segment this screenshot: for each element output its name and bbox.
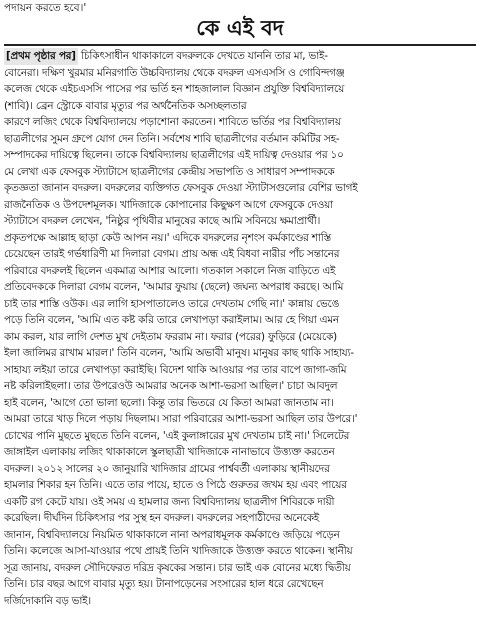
article-line-text: পরিবারে বদরুলই ছিলেন একমাত্র আশার আলো। গতকাল সকালে নিজ বাড়িতে এই [4,264,336,277]
article-line-text: বোনেরা। দক্ষিণ খুরমার মনিরগাতি উচ্চবিদ্যালয় থেকে বদরুল এসএসসি ও গোবিন্দগঞ্জ [4,66,345,79]
article-line [4,527,474,544]
article-body [4,48,474,609]
article-line [4,81,474,98]
article-line [4,246,474,263]
article-line-text: প্রকৃতপক্ষে আল্লাহ ছাড়া কেউ আপন নয়।' এদিকে বদরুলের নৃশংস কর্মকাণ্ডের শাস্তি [4,231,331,244]
article-line-text: বদরুল। ২০১২ সালের ২০ জানুয়ারি খাদিজার গ্রামের পার্শ্ববর্তী এলাকায় স্থানীয়দের [4,462,330,475]
article-line [4,147,474,164]
article-line [4,312,474,329]
article-line-text: চিকিৎসাধীন থাকাকালে বদরুলকে দেখতে যাননি তার মা, ভাই- [77,50,328,62]
article-line-text: ইলা জালিমর রাখাম মারল।' তিনি বলেন, 'আমি অভাবী মানুষ। মানুষর কাছ থাকি সাহায্য- [4,347,354,359]
continued-from-tag: [প্রথম পৃষ্ঠার পর] [4,48,78,65]
article-line [4,98,474,115]
article-line-text: একটি রগ কেটে যায়। ওই সময় এ হামলার জন্য বিশ্ববিদ্যালয় ছাত্রলীগ শিবিরকে দায়ী [4,495,335,508]
article-line [4,510,474,527]
article-line-text: প্রতিবেদককে দিলারা বেগম বলেন, 'আমার ফুয়ায় (ছেলে) জঘন্য অপরাধ করছে। আমি [4,281,344,293]
article-line [4,395,474,412]
article-line [4,131,474,148]
article-line [4,345,474,362]
article-line-text: চাই তার শাস্তি ওউক। এর লাগি হাসপাতালেও তারে দেখতাম গেছি না।' কান্নায় ভেঙে [4,297,340,310]
article-line [4,213,474,230]
article-line-text: সূত্র জানায়, বদরুল সৌদিফেরত দরিদ্র কৃষকের সন্তান। চার ভাই এক বোনের মধ্যে দ্বিতীয় [4,561,351,574]
article-line-text: হাই বলেন, 'আগে তো ভালা ছলো। কিন্তু তার ভিতরে যে কিতা আমরা জানতাম না। [4,396,334,409]
article-line [4,65,474,82]
article-line [4,378,474,395]
article-line [4,279,474,296]
article-line-text: সাহায্য লইয়া তারে লেখাপড়া করাইছি। বিদেশ থাকি আওয়ার পর তার বাপে জাগা-জমি [4,363,347,376]
article-line [4,461,474,478]
article-line [4,114,474,131]
article-line-text: পড়ে তিনি বলেন, 'আমি এত কষ্ট করি তারে লেখাপড়া করাইলাম। আর হে গিয়া এমন [4,314,339,326]
article-line [4,593,474,610]
article-line-text: সম্পাদকের দায়িত্বে ছিলেন। তাকে বিশ্ববিদ্যালয় ছাত্রলীগের এই দায়িত্ব দেওয়ার পর ১০ [4,149,344,161]
article-line [4,560,474,577]
article-line-text: আমরা তারে খাড় দিলে পড়ায় দিছলাম। সারা পরিবারের আশা-ভরসা আছিল তার উপরে।' [4,413,358,425]
article-line-text: নষ্ট করিলাইছলা। তার উপরেওউ আমরার অনেক আশা-ভরসা আছিল।' চাচা আবদুল [4,380,338,392]
article-line [4,477,474,494]
previous-article-tail: পদায়ন করতে হবে।' [4,2,87,14]
article-line-text: চেয়েছেন তারই গর্ভধারিণী মা দিলারা বেগম। প্রায় অন্ধ এই বিধবা নারীর পাঁচ সন্তানের [4,248,340,260]
article-line-text: জানান, বিশ্ববিদ্যালয়ে নিয়মিত থাকাকালে নানা অপরাধমূলক কর্মকাণ্ডে জড়িয়ে পড়েন [4,528,340,541]
article-line [4,444,474,461]
article-line [4,543,474,560]
article-line [4,411,474,428]
article-line [4,164,474,181]
article-line-text: স্ট্যাটাসে বদরুল লেখেন, 'নিষ্ঠুর পৃথিবীর মানুষের কাছে আমি সবিনয়ে ক্ষমাপ্রার্থী। [4,215,321,227]
article-line-text: মে লেখা এক ফেসবুক স্ট্যাটাসে ছাত্রলীগের কেন্দ্রীয় সভাপতি ও সাধারণ সম্পাদককে [4,165,335,178]
article-line [4,296,474,313]
article-line [4,230,474,247]
article-line [4,263,474,280]
article-line-text: করেছিল। দীর্ঘদিন চিকিৎসার পর সুস্থ হন বদরুল। বদরুলের সহপাঠীদের অনেকেই [4,512,319,524]
article-line-text: (শাবি)। ব্রেন স্ট্রোকে বাবার মৃত্যুর পর অর্থনৈতিক অসচ্ছলতার [4,99,247,112]
article-line-text: কাম করল, যার লাগি দেশত মুখ দেইতাম ফররাম না। ফরার (পরের) ফুড়িরে (মেয়েকে) [4,330,338,343]
article-line [4,362,474,379]
article-line-text: তিনি। চার বছর আগে বাবার মৃত্যু হয়। টানাপড়েনের সংসারের হাল ধরে রেখেছেন [4,578,324,590]
article-line-text: ছাত্রলীগের সুমন গ্রুপে যোগ দেন তিনি। সর্বশেষ শাবি ছাত্রলীগের বর্তমান কমিটির সহ- [4,132,340,145]
article-line-text: দর্জিদোকানি বড় ভাই। [4,594,91,607]
article-line [4,180,474,197]
article-line [4,494,474,511]
article-line [4,428,474,445]
article-line-text: কৃতজ্ঞতা জানান বদরুল। বদরুলের ব্যক্তিগত ফেসবুক দেওয়া স্ট্যাটাসগুলোর বেশির ভাগই [4,182,358,194]
article-line-text: চোখের পানি মুছতে মুছতে তিনি বলেন, 'এই কুলাঙ্গারের মুখ দেখতাম চাই না।' সিলেটের [4,429,350,442]
article-line [4,197,474,214]
article-line [4,48,474,65]
article-line-text: তিনি। কলেজে আসা-যাওয়ার পথে প্রায়ই তিনি খাদিজাকে উত্ত্যক্ত করতে থাকেন। স্থানীয় [4,545,353,557]
headline-rule [4,44,476,46]
article-line-text: হামলার শিকার হন তিনি। এতে তার পায়ে, হাতে ও পিঠে গুরুতর জখম হয় এবং পায়ের [4,479,347,491]
article-line [4,576,474,593]
article-line-text: জাঙ্গাইল এলাকায় লজিং থাকাকালে স্কুলছাত্রী খাদিজাকে নানাভাবে উত্ত্যক্ত করতেন [4,446,335,458]
article-line-text: রাজনৈতিক ও উপদেশমূলক। খাদিজাকে কোপানোর কিছুক্ষণ আগে ফেসবুকে দেওয়া [4,198,334,211]
article-line-text: কলেজ থেকে এইচএসসি পাসের পর ভর্তি হন শাহজালাল বিজ্ঞান প্রযুক্তি বিশ্ববিদ্যালয়ে [4,83,345,95]
article-line [4,329,474,346]
article-line-text: কারণে লজিং থেকে বিশ্ববিদ্যালয়ে পড়াশোনা করতেন। শাবিতে ভর্তির পর বিশ্ববিদ্যালয় [4,116,341,128]
article-headline: কে এই বদ [196,16,284,40]
